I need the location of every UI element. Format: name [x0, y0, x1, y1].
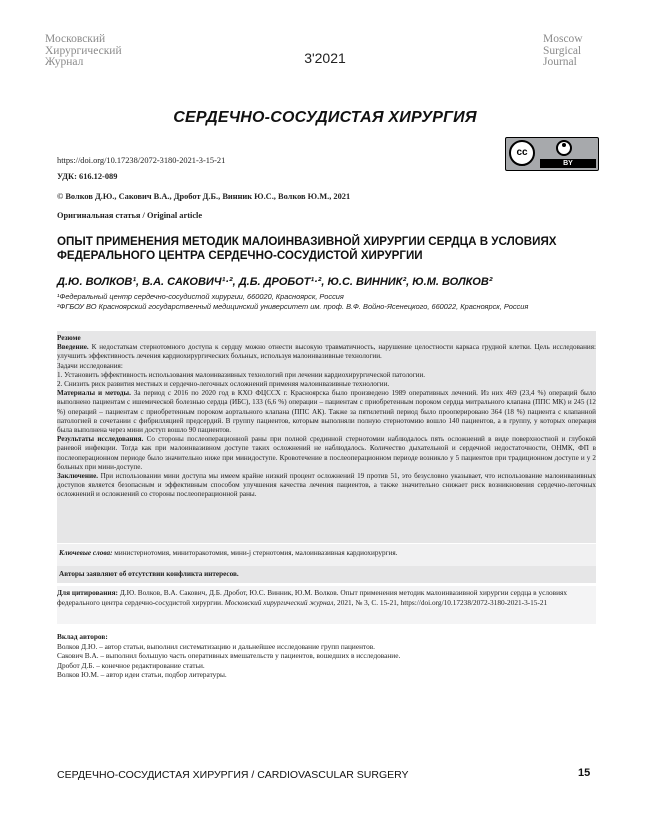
conflict-of-interest: Авторы заявляют об отсутствии конфликта интересов. — [59, 570, 239, 578]
article-title: ОПЫТ ПРИМЕНЕНИЯ МЕТОДИК МАЛОИНВАЗИВНОЙ ХИРУРГИИ СЕРДЦА В УСЛОВИЯХ ФЕДЕРАЛЬНОГО ЦЕНТРА СЕРДЕЧНО-СОСУДИСТОЙ ХИРУРГИИ — [57, 235, 557, 262]
running-title: СЕРДЕЧНО-СОСУДИСТАЯ ХИРУРГИЯ / CARDIOVASCULAR SURGERY — [57, 769, 409, 781]
journal-logo-en — [543, 34, 613, 69]
contribution-item: Волков Д.Ю. – автор статьи, выполнил систематизацию и дальнейшее исследование групп пациентов. — [57, 641, 375, 651]
logo-line-1: Московский — [45, 33, 106, 45]
logo-line-2: Surgical — [543, 44, 582, 57]
page-number: 15 — [578, 767, 591, 779]
conclusion-text: При использовании мини доступа мы имеем крайне низкий процент осложнений 19 против 51, это безусловно указывает, что использование малоинвазивных доступов является безопасным и эффективным способом улучшения качества лечения пациентов, а также значительно снижает риск возникновения сердечно-легочных осложнений и осложнений со стороны послеоперационной раны. — [57, 472, 596, 499]
logo-line-2: Хирургический — [45, 44, 122, 57]
keywords — [59, 549, 594, 557]
logo-line-3: Journal — [543, 56, 577, 68]
citation-label: Для цитирования: — [57, 588, 118, 597]
citation-text: Д.Ю. Волков, В.А. Сакович, Д.Б. Дробот, Ю.С. Винник, Ю.М. Волков. Опыт применения методик малоинвазивной хирургии сердца в условиях федерального центра сердечно-сосудистой хирургии. — [57, 588, 567, 607]
contribution-item: Дробот Д.Б. – конечное редактирование статьи. — [57, 660, 205, 670]
issue-number: 3'2021 — [304, 50, 346, 66]
udk-code: УДК: 616.12-089 — [57, 172, 118, 181]
logo-line-1: Moscow — [543, 33, 583, 45]
section-title: СЕРДЕЧНО-СОСУДИСТАЯ ХИРУРГИЯ — [173, 109, 477, 126]
article-type: Оригинальная статья / Original article — [57, 211, 203, 220]
affiliation-2: ²ФГБОУ ВО Красноярский государственный медицинский университет им. проф. В.Ф. Войно-Ясенецкого, 660022, Красноярск, Россия — [57, 302, 529, 311]
conclusion-label: Заключение. — [57, 472, 99, 481]
citation-tail[interactable]: 2021, № 3, С. 15-21, https://doi.org/10.17238/2072-3180-2021-3-15-21 — [337, 597, 548, 607]
results-label: Результаты исследования. — [57, 435, 144, 444]
task-1: 1. Установить эффективность использования малоинвазивных технологий при лечении кардиохирургической патологии. — [57, 370, 426, 379]
abstract — [57, 334, 596, 500]
intro-label: Введение. — [57, 343, 89, 352]
citation-journal: Московский хирургический журнал, — [224, 597, 336, 607]
tasks-heading: Задачи исследования: — [57, 361, 123, 370]
intro-text: К недостаткам стернотомного доступа к сердцу можно отнести высокую травматичность, нарушение целостности каркаса грудной клетки. Цель исследования: улучшить эффективность лечения кардиохирургических больных, используя малоинвазивные технологии. — [57, 343, 596, 361]
article-authors: Д.Ю. ВОЛКОВ¹, В.А. САКОВИЧ¹·², Д.Б. ДРОБОТ¹·², Ю.С. ВИННИК², Ю.М. ВОЛКОВ² — [57, 276, 493, 288]
contribution-item: Волков Ю.М. – автор идеи статьи, подбор литературы. — [57, 670, 227, 680]
by-label: BY — [540, 159, 596, 168]
logo-line-3: Журнал — [45, 56, 84, 68]
results-text: Со стороны послеоперационной раны при полной срединной стернотомии наблюдалось пять осложнений в виде поверхностной и глубокой раневой инфекции. Тогда как при малоинвазивном доступе таких осложнений не наблюдалось. Количество дыхательной и сердечной недостаточности, ОНМК, ФП в послеоперационном периоде было значительно ниже при минидоступе. Кровотечение в послеоперационном периоде возникло у 5 пациентов при традиционном доступе и у 2 больных при мини-доступе. — [57, 435, 597, 471]
keywords-text: министернотомия, миниторакотомия, мини-j стернотомия, малоинвазивная кардиохирургия. — [114, 549, 398, 557]
abstract-heading: Резюме — [57, 334, 81, 342]
contribution-item: Сакович В.А. – выполнил большую часть оперативных вмешательств у пациентов, вошедших в исследование. — [57, 651, 401, 661]
attribution-person-icon — [556, 140, 572, 156]
cc-by-license-badge[interactable] — [505, 137, 599, 171]
cc-icon: cc — [509, 140, 535, 166]
citation — [57, 588, 596, 607]
affiliation-1: ¹Федеральный центр сердечно-сосудистой хирургии, 660020, Красноярск, Россия — [57, 292, 344, 301]
keywords-label: Ключевые слова: — [59, 549, 113, 557]
task-2: 2. Снизить риск развития местных и сердечно-легочных осложнений применяя малоинвазивные технологии. — [57, 380, 390, 389]
contributions-heading: Вклад авторов: — [57, 632, 108, 641]
copyright-line: © Волков Д.Ю., Сакович В.А., Дробот Д.Б., Винник Ю.С., Волков Ю.М., 2021 — [57, 192, 351, 201]
methods-text: За период с 2016 по 2020 год в КХО ФЦССХ г. Красноярска было произведено 1989 оперативных лечений. Из них 469 (23,4 %) операций было выполнено пациентам с ишемической болезнью сердца (ИБС), 133 (6,6 %) операции – пациентам с приобретенным пороком сердца митрального клапана (ППС МК) и 245 (12 %) операций – пациентам с приобретенным пороком аортального клапана (ППС АК). Также за пятилетний период было прооперировано 364 (18 %) пациента с клапанной патологией в сочетании с фибрилляцией предсердий. В группу пациентов, которым выполняли полную стернотомию вошло 140 пациентов, а в группу, у которых операция была выполнена через мини доступ вошло 90 пациентов. — [57, 389, 596, 435]
doi-link[interactable]: https://doi.org/10.17238/2072-3180-2021-3-15-21 — [57, 156, 226, 165]
author-contributions — [57, 632, 596, 680]
methods-label: Материалы и методы. — [57, 389, 131, 398]
